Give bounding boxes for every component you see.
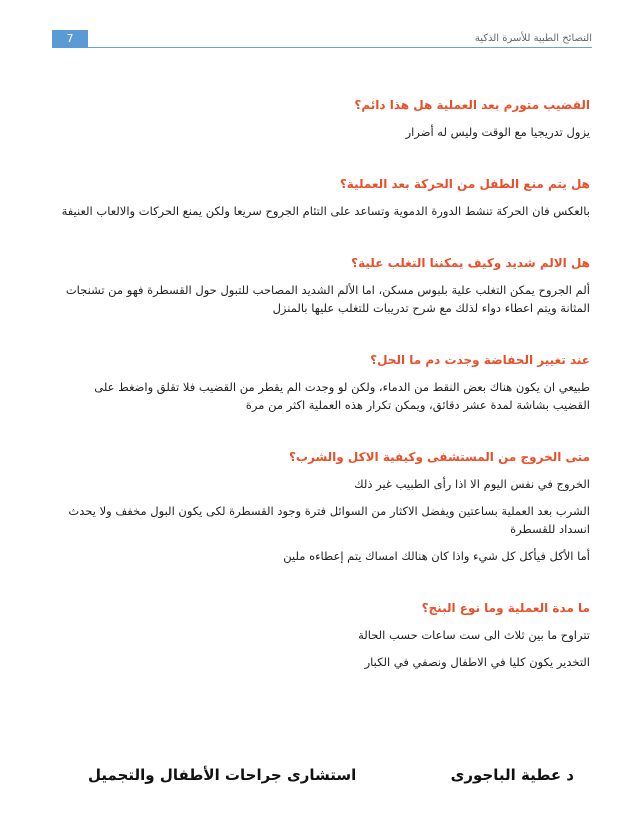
question-heading: القضيب متورم بعد العملية هل هذا دائم؟	[354, 98, 590, 112]
answer-paragraph: ألم الجروح يمكن التغلب علية بلبوس مسكن، اما الألم الشديد المصاحب للتبول حول القسطرة فهو من تشنجات المثانة ويتم اعطاء دواء لذلك مع شرح تدريبات للتغلب عليها بالمنزل	[65, 283, 590, 315]
header-rule	[88, 47, 592, 48]
answer-paragraph: التخدير يكون كليا في الاطفال ونصفي في الكبار	[364, 655, 590, 669]
answer-paragraph: يزول تدريجيا مع الوقت وليس له أضرار	[405, 125, 590, 139]
question-heading: هل يتم منع الطفل من الحركة بعد العملية؟	[339, 177, 590, 191]
faq-section	[58, 599, 590, 671]
faq-section	[58, 448, 590, 565]
answer-paragraph: الخروج في نفس اليوم الا اذا رأى الطبيب غير ذلك	[354, 477, 590, 491]
answer-paragraph: بالعكس فان الحركة تنشط الدورة الدموية وتساعد على التئام الجروح سريعا ولكن يمنع الحركات والالعاب العنيفة	[61, 204, 590, 218]
faq-section	[58, 175, 590, 220]
question-heading: هل الالم شديد وكيف يمكننا التغلب علية؟	[351, 256, 590, 270]
page-footer	[88, 766, 574, 790]
header-title: النصائح الطبية للأسرة الذكية	[474, 33, 592, 44]
faq-section	[58, 254, 590, 317]
page-header	[52, 30, 592, 48]
page-number: 7	[52, 30, 88, 48]
answer-paragraph: تتراوح ما بين ثلاث الى ست ساعات حسب الحالة	[358, 628, 590, 642]
question-heading: متى الخروج من المستشفى وكيفية الاكل والشرب؟	[288, 450, 590, 464]
answer-paragraph: أما الأكل فيأكل كل شيء واذا كان هنالك امساك يتم إعطاءه ملين	[283, 549, 590, 563]
faq-section	[58, 96, 590, 141]
author-name: د عطية الباجورى	[450, 766, 574, 784]
main-content	[58, 96, 590, 705]
author-specialty: استشارى جراحات الأطفال والتجميل	[88, 766, 357, 784]
question-heading: ما مدة العملية وما نوع البنج؟	[421, 601, 590, 615]
answer-paragraph: طبيعي ان يكون هناك بعض النقط من الدماء، ولكن لو وجدت الم يقطر من القضيب فلا تقلق واضغط على القضيب بشاشة لمدة عشر دقائق، ويمكن تكرار هذه العملية اكثر من مرة	[94, 380, 590, 412]
question-heading: عند تغيير الحفاضة وجدت دم ما الحل؟	[370, 353, 590, 367]
faq-section	[58, 351, 590, 414]
answer-paragraph: الشرب بعد العملية بساعتين ويفضل الاكثار من السوائل فترة وجود القسطرة لكى يكون البول مخفف ولا يحدث انسداد للقسطرة	[68, 504, 590, 536]
